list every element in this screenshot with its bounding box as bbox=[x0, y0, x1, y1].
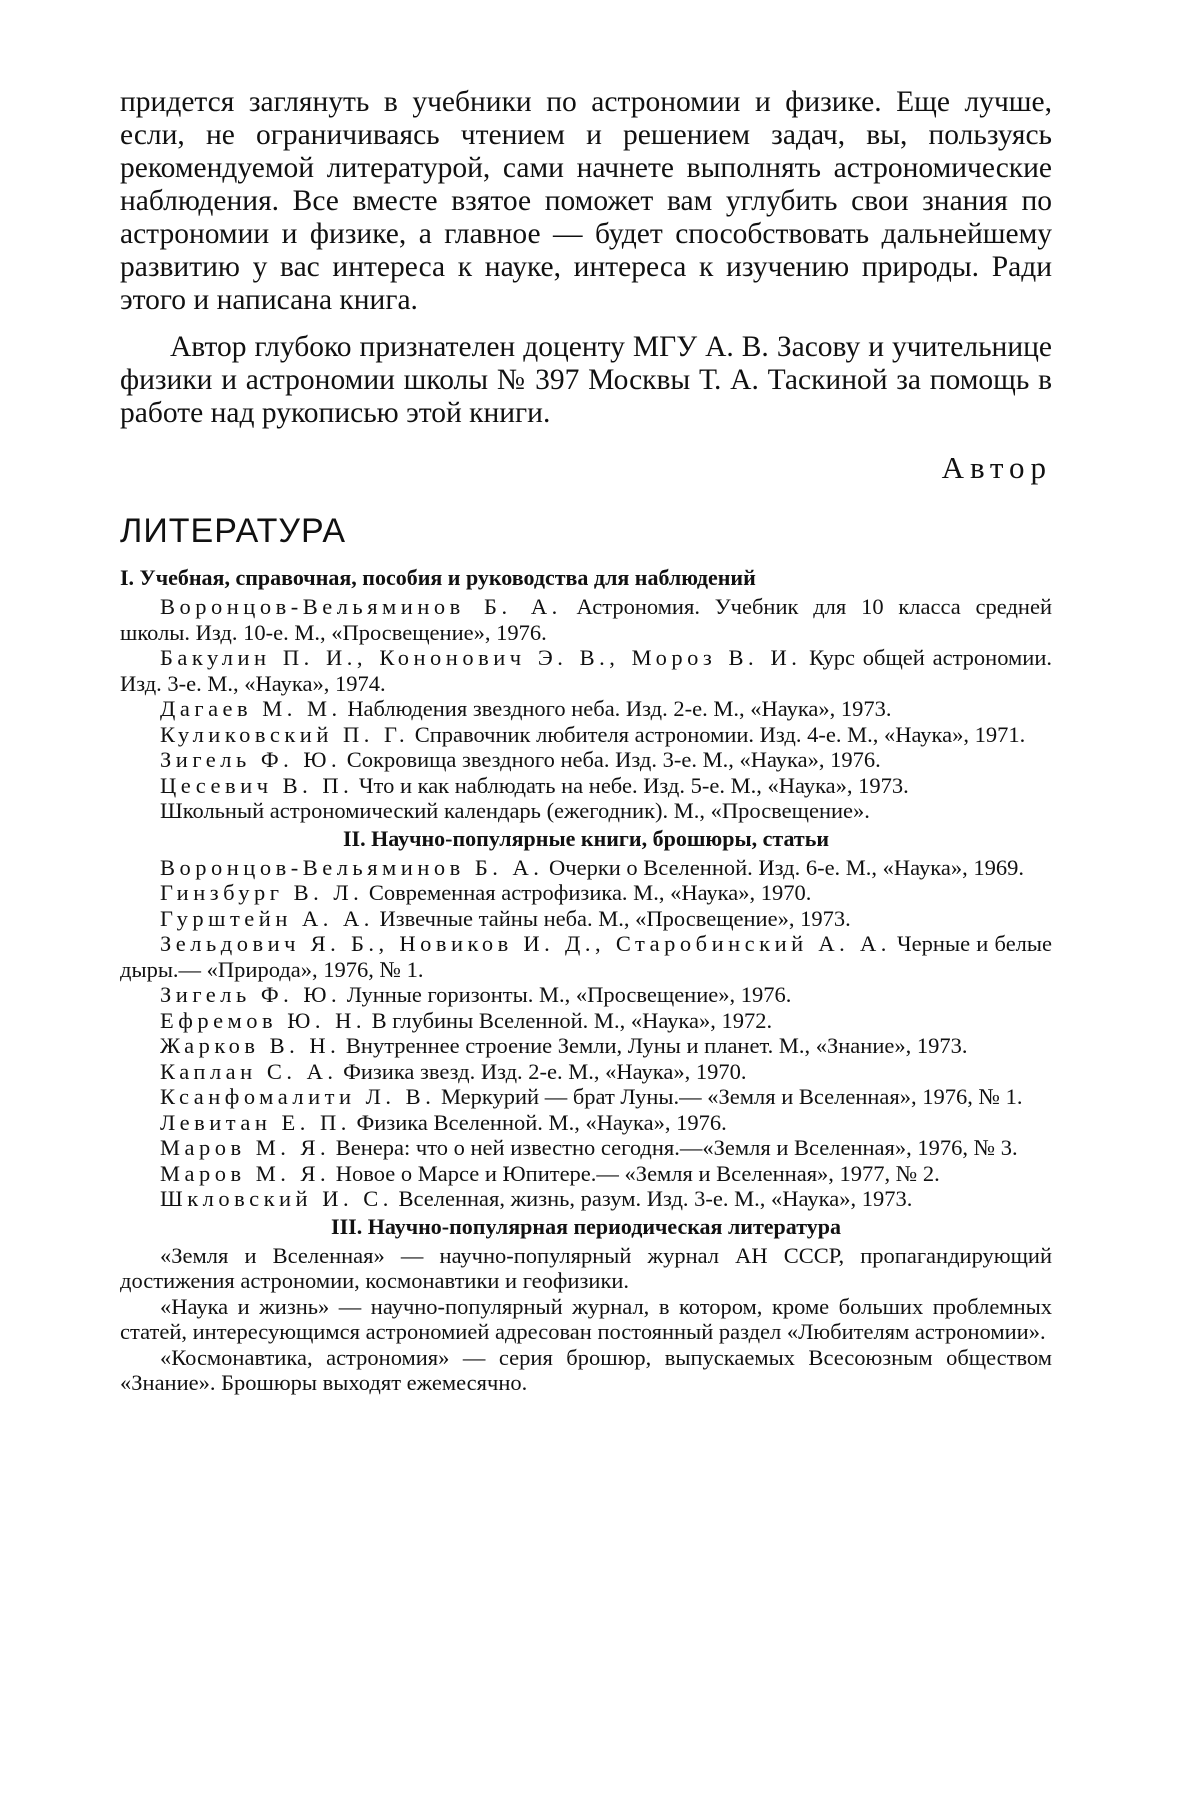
reference-text: Меркурий — брат Луны.— «Земля и Вселенная», 1976, № 1. bbox=[435, 1084, 1023, 1109]
reference-text: Астрономия. Учебник для 10 класса средней школы. Изд. 10-е. М., «Просвещение», 1976. bbox=[120, 594, 1052, 645]
reference-author: Зигель Ф. Ю. bbox=[160, 747, 342, 772]
reference-author: Шкловский И. С. bbox=[160, 1186, 393, 1211]
reference-entry bbox=[120, 855, 1052, 881]
reference-text: Очерки о Вселенной. Изд. 6-е. М., «Наука», 1969. bbox=[543, 854, 1024, 880]
reference-entry bbox=[120, 1186, 1052, 1212]
reference-entry bbox=[120, 1059, 1052, 1085]
section-heading: II. Научно-популярные книги, брошюры, статьи bbox=[342, 825, 830, 851]
reference-text: Вселенная, жизнь, разум. Изд. 3-е. М., «Наука», 1973. bbox=[392, 1186, 913, 1211]
reference-text: Справочник любителя астрономии. Изд. 4-е. М., «Наука», 1971. bbox=[409, 721, 1026, 747]
reference-author: Дагаев М. М. bbox=[160, 696, 342, 721]
reference-entry bbox=[120, 906, 1052, 932]
reference-entry bbox=[120, 1294, 1052, 1345]
reference-author: Зигель Ф. Ю. bbox=[160, 982, 342, 1007]
intro-paragraph-1: придется заглянуть в учебники по астрономии и физике. Еще лучше, если, не ограничиваясь чтением и решением задач, вы, пользуясь рекомендуемой литературой, сами начнете выполнять астрономические наблюдения. Все вместе взятое поможет вам углубить свои знания по астрономии и физике, а главное — будет способствовать дальнейшему развитию у вас интереса к науке, интереса к изучению природы. Ради этого и написана книга. bbox=[120, 86, 1052, 316]
reference-entry bbox=[120, 798, 1052, 824]
reference-text: Черные и белые дыры.— «Природа», 1976, № 1. bbox=[120, 931, 1053, 982]
reference-author: Бакулин П. И., Кононович Э. В., Мороз В. И. bbox=[160, 645, 802, 670]
reference-entry bbox=[120, 747, 1052, 773]
reference-entry bbox=[120, 982, 1052, 1008]
reference-author: Маров М. Я. bbox=[160, 1135, 331, 1160]
author-signature: Автор bbox=[941, 450, 1052, 485]
section-heading: III. Научно-популярная периодическая литература bbox=[331, 1213, 841, 1239]
reference-text: Школьный астрономический календарь (ежегодник). М., «Просвещение». bbox=[160, 798, 870, 823]
reference-text: Внутреннее строение Земли, Луны и планет. М., «Знание», 1973. bbox=[340, 1033, 968, 1058]
reference-text: Современная астрофизика. М., «Наука», 1970. bbox=[363, 880, 812, 905]
reference-entry bbox=[120, 1033, 1052, 1059]
reference-text: «Наука и жизнь» — научно-популярный журнал, в котором, кроме больших проблемных статей, интересующимся астрономией адресован постоянный раздел «Любителям астрономии». bbox=[120, 1293, 1052, 1344]
reference-author: Жарков В. Н. bbox=[160, 1033, 341, 1058]
reference-entry bbox=[120, 880, 1052, 906]
reference-text: Сокровища звездного неба. Изд. 3-е. М., «Наука», 1976. bbox=[341, 747, 881, 772]
reference-author: Куликовский П. Г. bbox=[160, 721, 410, 747]
reference-author: Гинзбург В. Л. bbox=[160, 880, 364, 905]
reference-author: Маров М. Я. bbox=[160, 1160, 331, 1186]
reference-author: Гурштейн А. А. bbox=[160, 905, 374, 931]
reference-author: Цесевич В. П. bbox=[160, 772, 354, 798]
reference-entry bbox=[120, 1243, 1052, 1294]
reference-text: Что и как наблюдать на небе. Изд. 5-е. М., «Наука», 1973. bbox=[353, 772, 909, 798]
reference-entry bbox=[120, 722, 1052, 748]
reference-text: «Земля и Вселенная» — научно-популярный журнал АН СССР, пропагандирующий достижения астрономии, космонавтики и геофизики. bbox=[120, 1242, 1052, 1293]
reference-text: Венера: что о ней известно сегодня.—«Земля и Вселенная», 1976, № 3. bbox=[330, 1135, 1018, 1160]
reference-author: Ксанфомалити Л. В. bbox=[160, 1084, 436, 1109]
reference-entry bbox=[120, 696, 1052, 722]
book-page bbox=[120, 86, 1052, 1396]
reference-entry bbox=[120, 931, 1052, 982]
reference-author: Зельдович Я. Б., Новиков И. Д., Старобинский А. А. bbox=[160, 931, 891, 956]
reference-text: Наблюдения звездного неба. Изд. 2-е. М., «Наука», 1973. bbox=[341, 696, 892, 721]
reference-entry bbox=[120, 1161, 1052, 1187]
reference-text: Курс общей астрономии. Изд. 3-е. М., «Наука», 1974. bbox=[120, 645, 1052, 696]
intro-text bbox=[120, 86, 1052, 430]
section-heading: I. Учебная, справочная, пособия и руководства для наблюдений bbox=[120, 565, 756, 590]
reference-author: Левитан Е. П. bbox=[160, 1109, 351, 1135]
reference-text: «Космонавтика, астрономия» — серия брошюр, выпускаемых Всесоюзным обществом «Знание». Брошюры выходят ежемесячно. bbox=[120, 1344, 1052, 1395]
reference-text: Физика Вселенной. М., «Наука», 1976. bbox=[350, 1109, 727, 1135]
reference-author: Каплан С. А. bbox=[160, 1058, 338, 1084]
reference-text: В глубины Вселенной. М., «Наука», 1972. bbox=[366, 1007, 773, 1033]
literature-heading: ЛИТЕРАТУРА bbox=[120, 512, 347, 550]
reference-author: Воронцов-Вельяминов Б. А. bbox=[160, 594, 562, 619]
reference-text: Извечные тайны неба. М., «Просвещение», 1973. bbox=[373, 905, 851, 931]
acknowledgement-paragraph: Автор глубоко признателен доценту МГУ А. В. Засову и учительнице физики и астрономии школы № 397 Москвы Т. А. Таскиной за помощь в работе над рукописью этой книги. bbox=[120, 331, 1052, 429]
reference-text: Новое о Марсе и Юпитере.— «Земля и Вселенная», 1977, № 2. bbox=[330, 1160, 940, 1186]
reference-entry bbox=[120, 594, 1052, 645]
reference-entry bbox=[120, 1345, 1052, 1396]
reference-entry bbox=[120, 1008, 1052, 1034]
bibliography bbox=[120, 565, 1052, 1396]
reference-text: Физика звезд. Изд. 2-е. М., «Наука», 1970. bbox=[337, 1058, 747, 1084]
reference-entry bbox=[120, 773, 1052, 799]
reference-entry bbox=[120, 1135, 1052, 1161]
reference-entry bbox=[120, 1110, 1052, 1136]
reference-entry bbox=[120, 1084, 1052, 1110]
reference-author: Ефремов Ю. Н. bbox=[160, 1007, 367, 1033]
reference-author: Воронцов-Вельяминов Б. А. bbox=[160, 854, 544, 880]
reference-entry bbox=[120, 645, 1052, 696]
reference-text: Лунные горизонты. М., «Просвещение», 1976. bbox=[341, 982, 792, 1007]
